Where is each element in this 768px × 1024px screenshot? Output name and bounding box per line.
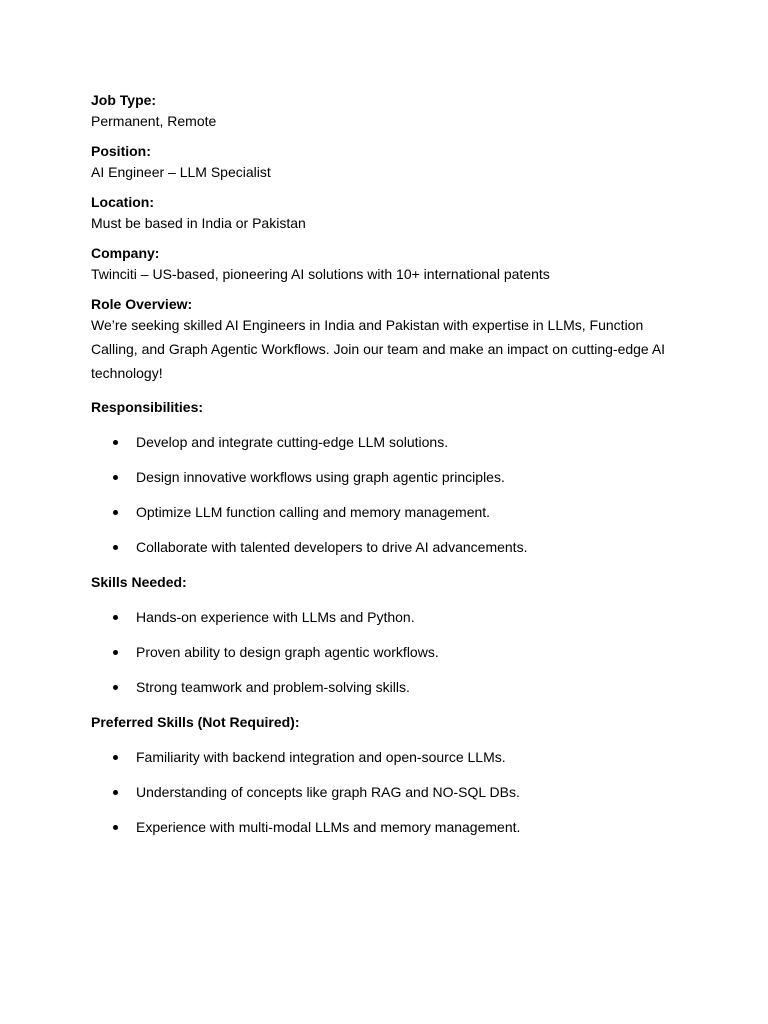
bullet-icon <box>113 545 118 550</box>
position-label: Position: <box>91 143 151 159</box>
list-item <box>91 749 691 766</box>
role-overview-label: Role Overview: <box>91 296 193 312</box>
list-item-text: Develop and integrate cutting-edge LLM solutions. <box>136 434 449 450</box>
job-type-section <box>91 92 691 133</box>
responsibilities-list <box>91 434 691 556</box>
skills-needed-label: Skills Needed: <box>91 574 187 590</box>
list-item <box>91 539 691 556</box>
list-item-text: Understanding of concepts like graph RAG and NO-SQL DBs. <box>136 784 520 800</box>
bullet-icon <box>113 755 118 760</box>
role-overview-section <box>91 296 691 385</box>
bullet-icon <box>113 615 118 620</box>
list-item-text: Familiarity with backend integration and open-source LLMs. <box>136 749 506 765</box>
list-item <box>91 819 691 836</box>
bullet-icon <box>113 650 118 655</box>
list-item-text: Design innovative workflows using graph agentic principles. <box>136 469 505 485</box>
preferred-skills-list <box>91 749 691 836</box>
list-item <box>91 504 691 521</box>
skills-needed-list <box>91 609 691 696</box>
list-item <box>91 784 691 801</box>
job-type-label: Job Type: <box>91 92 157 108</box>
bullet-icon <box>113 510 118 515</box>
bullet-icon <box>113 475 118 480</box>
preferred-skills-label: Preferred Skills (Not Required): <box>91 714 300 730</box>
list-item-text: Strong teamwork and problem-solving skills. <box>136 679 410 695</box>
list-item-text: Collaborate with talented developers to drive AI advancements. <box>136 539 528 555</box>
list-item-text: Proven ability to design graph agentic workflows. <box>136 644 439 660</box>
responsibilities-label: Responsibilities: <box>91 399 204 415</box>
company-section <box>91 245 691 286</box>
list-item <box>91 434 691 451</box>
job-type-value: Permanent, Remote <box>91 113 217 129</box>
preferred-skills-section <box>91 714 691 836</box>
role-overview-text: We’re seeking skilled AI Engineers in India and Pakistan with expertise in LLMs, Function Calling, and Graph Agentic Workflows. Join our team and make an impact on cutting-edge AI technology! <box>91 317 666 381</box>
job-posting <box>91 92 691 836</box>
company-value: Twinciti – US-based, pioneering AI solutions with 10+ international patents <box>91 266 550 282</box>
company-label: Company: <box>91 245 160 261</box>
position-value: AI Engineer – LLM Specialist <box>91 164 271 180</box>
list-item-text: Hands-on experience with LLMs and Python. <box>136 609 415 625</box>
bullet-icon <box>113 440 118 445</box>
skills-needed-section <box>91 574 691 696</box>
list-item <box>91 469 691 486</box>
bullet-icon <box>113 685 118 690</box>
list-item-text: Experience with multi-modal LLMs and memory management. <box>136 819 521 835</box>
location-section <box>91 194 691 235</box>
location-label: Location: <box>91 194 154 210</box>
bullet-icon <box>113 825 118 830</box>
list-item <box>91 679 691 696</box>
list-item <box>91 644 691 661</box>
list-item-text: Optimize LLM function calling and memory management. <box>136 504 491 520</box>
position-section <box>91 143 691 184</box>
bullet-icon <box>113 790 118 795</box>
responsibilities-section <box>91 399 691 556</box>
list-item <box>91 609 691 626</box>
location-value: Must be based in India or Pakistan <box>91 215 306 231</box>
